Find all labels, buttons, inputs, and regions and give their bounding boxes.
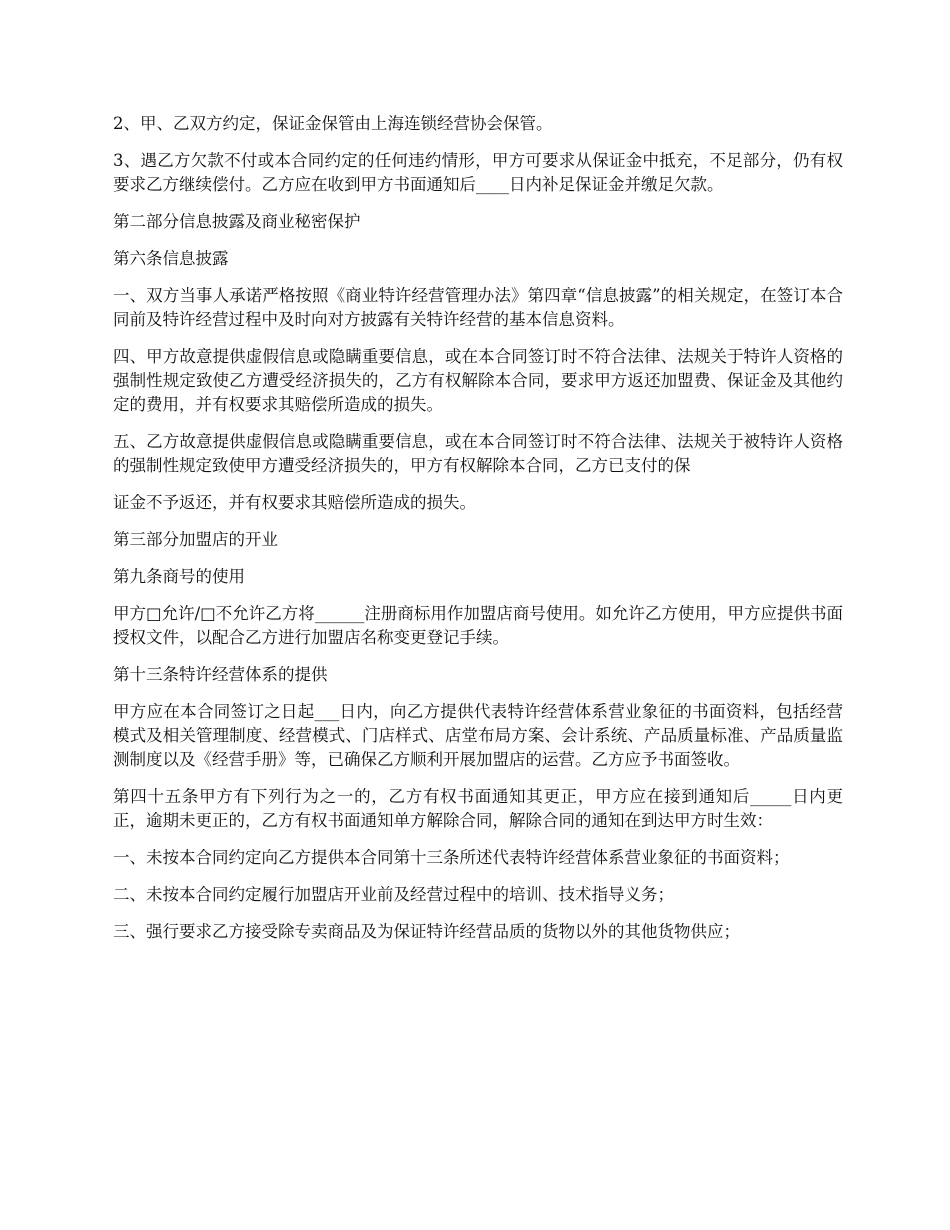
paragraph-deposit-offset: 3、遇乙方欠款不付或本合同约定的任何违约情形，甲方可要求从保证金中抵充，不足部分，仍有权要求乙方继续偿付。乙方应在收到甲方书面通知后____日内补足保证金并缴足欠款。 [113,151,843,194]
paragraph-system-materials: 甲方应在本合同签订之日起___日内，向乙方提供代表特许经营体系营业象征的书面资料，包括经营模式及相关管理制度、经营模式、门店样式、店堂布局方案、会计系统、产品质量标准、产品质量监测制度以及《经营手册》等，已确保乙方顺利开展加盟店的运营。乙方应予书面签收。 [113,702,843,769]
paragraph-disclosure-commitment: 一、双方当事人承诺严格按照《商业特许经营管理办法》第四章“信息披露”的相关规定，在签订本合同前及特许经营过程中及时向对方披露有关特许经营的基本信息资料。 [113,286,843,329]
paragraph-party-b-false-info: 五、乙方故意提供虚假信息或隐瞒重要信息，或在本合同签订时不符合法律、法规关于被特许人资格的强制性规定致使甲方遭受经济损失的，甲方有权解除本合同，乙方已支付的保 [113,432,843,475]
list-item-breach-one: 一、未按本合同约定向乙方提供本合同第十三条所述代表特许经营体系营业象征的书面资料； [113,848,790,867]
list-item-breach-three: 三、强行要求乙方接受除专卖商品及为保证特许经营品质的货物以外的其他货物供应； [113,922,740,941]
paragraph-deposit-forfeit: 证金不予返还，并有权要求其赔偿所造成的损失。 [113,493,476,512]
paragraph-deposit-custody: 2、甲、乙双方约定，保证金保管由上海连锁经营协会保管。 [113,114,553,133]
paragraph-article-forty-five: 第四十五条甲方有下列行为之一的，乙方有权书面通知其更正，甲方应在接到通知后_____日内更正，逾期未更正的，乙方有权书面通知单方解除合同，解除合同的通知在到达甲方时生效： [113,787,843,830]
article-heading-six: 第六条信息披露 [113,249,229,268]
list-item-breach-two: 二、未按本合同约定履行加盟店开业前及经营过程中的培训、技术指导义务； [113,885,674,904]
section-heading-part-two: 第二部分信息披露及商业秘密保护 [113,212,361,231]
section-heading-part-three: 第三部分加盟店的开业 [113,530,278,549]
paragraph-party-a-false-info: 四、甲方故意提供虚假信息或隐瞒重要信息，或在本合同签订时不符合法律、法规关于特许人资格的强制性规定致使乙方遭受经济损失的，乙方有权解除本合同，要求甲方返还加盟费、保证金及其他约定的费用，并有权要求其赔偿所造成的损失。 [113,347,843,414]
article-heading-thirteen: 第十三条特许经营体系的提供 [113,665,328,684]
article-heading-nine: 第九条商号的使用 [113,567,245,586]
document-body [113,112,843,957]
paragraph-trade-name-use: 甲方□允许/□不允许乙方将______注册商标用作加盟店商号使用。如允许乙方使用，甲方应提供书面授权文件，以配合乙方进行加盟店名称变更登记手续。 [113,604,843,647]
